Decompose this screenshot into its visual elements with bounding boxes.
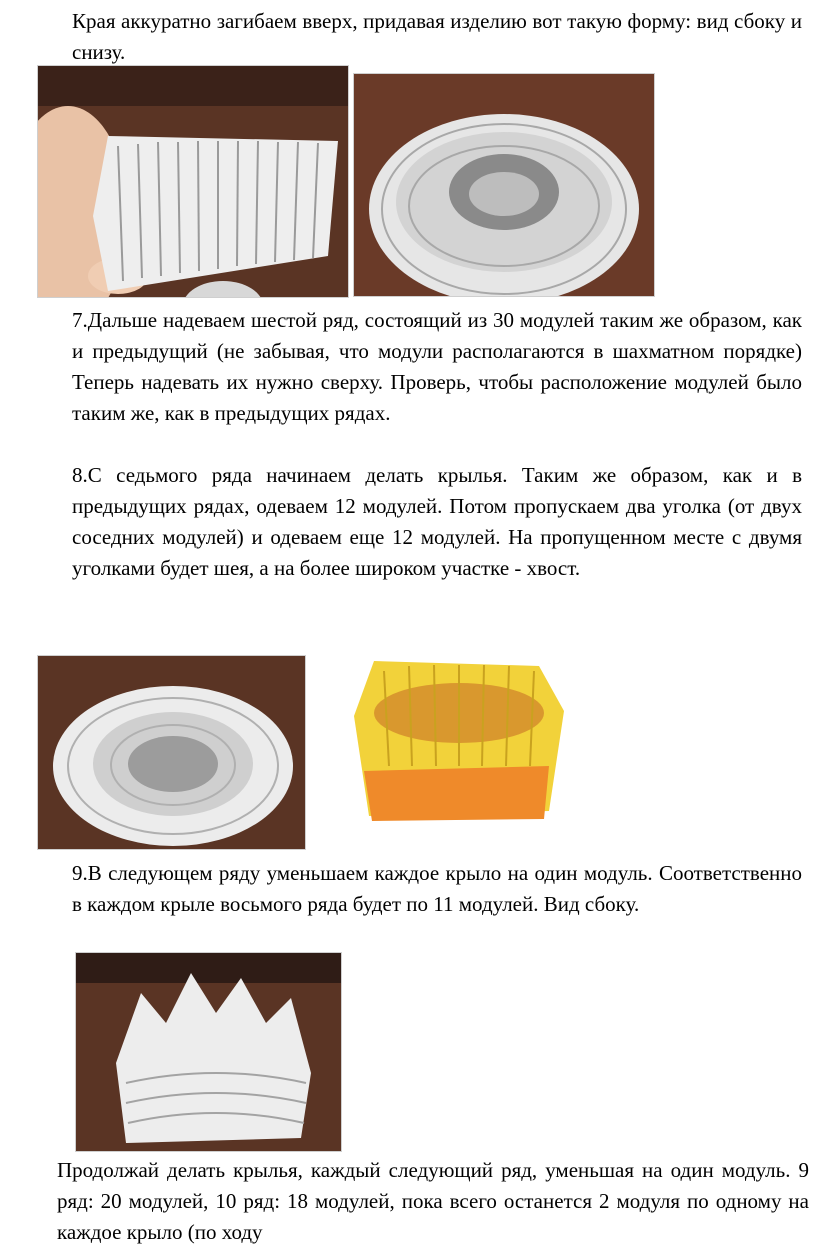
continue-paragraph: Продолжай делать крылья, каждый следующий ряд, уменьшая на один модуль. 9 ряд: 20 модулей, 10 ряд: 18 модулей, пока всего останется 2 модуля по одному на каждое крыло (по ходу [57,1158,809,1244]
photo-bottom-view [353,73,655,297]
photo-wings-side [75,952,342,1152]
photo-top-view [37,655,306,850]
photo-side-view [37,65,349,298]
photo-yellow-bowl [333,640,580,842]
step-9-paragraph: 9.В следующем ряду уменьшаем каждое крыло на один модуль. Соответственно в каждом крыле восьмого ряда будет по 11 модулей. Вид сбоку. [72,861,802,916]
intro-paragraph: Края аккуратно загибаем вверх, придавая изделию вот такую форму: вид сбоку и снизу. [72,9,802,64]
step-8-paragraph: 8.С седьмого ряда начинаем делать крылья. Таким же образом, как и в предыдущих рядах, одеваем 12 модулей. Потом пропускаем два уголка (от двух соседних модулей) и одеваем еще 12 модулей. На пропущенном месте с двумя уголками будет шея, а на более широком участке - хвост. [72,463,802,580]
step-7-paragraph: 7.Дальше надеваем шестой ряд, состоящий из 30 модулей таким же образом, как и предыдущий (не забывая, что модули располагаются в шахматном порядке) Теперь надевать их нужно сверху. Проверь, чтобы расположение модулей было таким же, как в предыдущих рядах. [72,308,802,425]
